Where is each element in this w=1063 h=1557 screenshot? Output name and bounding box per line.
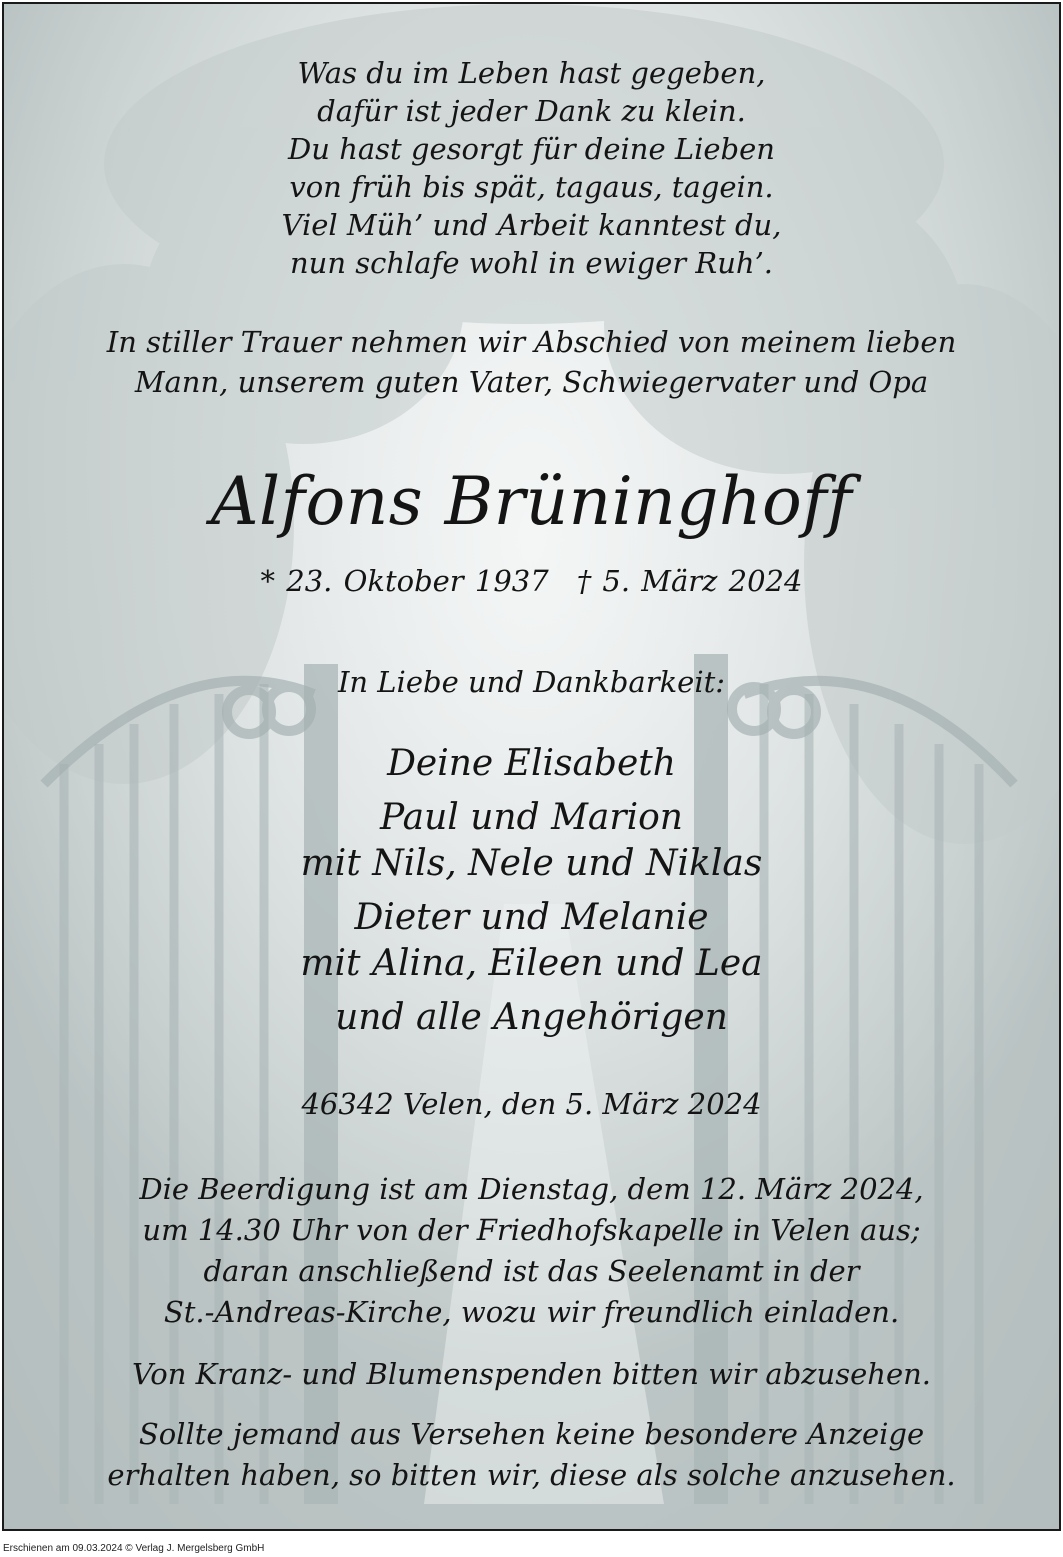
poem: [4, 54, 1059, 282]
thanks-heading: In Liebe und Dankbarkeit:: [337, 665, 726, 699]
publication-footer: Erschienen am 09.03.2024 © Verlag J. Mergelsberg GmbH: [3, 1543, 265, 1554]
family-line: mit Alina, Eileen und Lea: [300, 943, 763, 984]
poem-line: Was du im Leben hast gegeben,: [297, 56, 766, 90]
family-line: und alle Angehörigen: [335, 997, 728, 1038]
funeral-line: daran anschließend ist das Seelenamt in der: [203, 1254, 860, 1288]
family-line: Deine Elisabeth: [387, 743, 676, 784]
intro-line: In stiller Trauer nehmen wir Abschied von meinem lieben: [106, 325, 957, 359]
family-list: [4, 741, 1059, 1041]
poem-line: von früh bis spät, tagaus, tagein.: [289, 170, 774, 204]
poem-line: Du hast gesorgt für deine Lieben: [288, 132, 775, 166]
birth-date: * 23. Oktober 1937: [260, 564, 549, 598]
intro-line: Mann, unserem guten Vater, Schwiegervater und Opa: [134, 365, 929, 399]
poem-line: Viel Müh’ und Arbeit kanntest du,: [281, 208, 782, 242]
funeral-details: [4, 1169, 1059, 1333]
place-date: 46342 Velen, den 5. März 2024: [301, 1087, 762, 1121]
notice-line: Sollte jemand aus Versehen keine besondere Anzeige: [138, 1417, 925, 1451]
poem-line: nun schlafe wohl in ewiger Ruh’.: [289, 246, 774, 280]
family-line: Dieter und Melanie: [354, 897, 709, 938]
family-line: mit Nils, Nele und Niklas: [300, 843, 763, 884]
death-date: † 5. März 2024: [576, 564, 803, 598]
funeral-line: Die Beerdigung ist am Dienstag, dem 12. März 2024,: [139, 1172, 924, 1206]
deceased-name: Alfons Brüninghoff: [210, 463, 853, 540]
life-dates: [4, 561, 1059, 601]
funeral-line: St.-Andreas-Kirche, wozu wir freundlich einladen.: [163, 1295, 900, 1329]
family-line: Paul und Marion: [380, 797, 683, 838]
notice-line: erhalten haben, so bitten wir, diese als solche anzusehen.: [107, 1458, 956, 1492]
poem-line: dafür ist jeder Dank zu klein.: [317, 94, 746, 128]
funeral-line: um 14.30 Uhr von der Friedhofskapelle in Velen aus;: [142, 1213, 921, 1247]
obituary-notice: [2, 2, 1061, 1531]
farewell-intro: [4, 322, 1059, 402]
notice-text: [4, 1414, 1059, 1496]
flowers-note: Von Kranz- und Blumenspenden bitten wir abzusehen.: [131, 1357, 932, 1391]
